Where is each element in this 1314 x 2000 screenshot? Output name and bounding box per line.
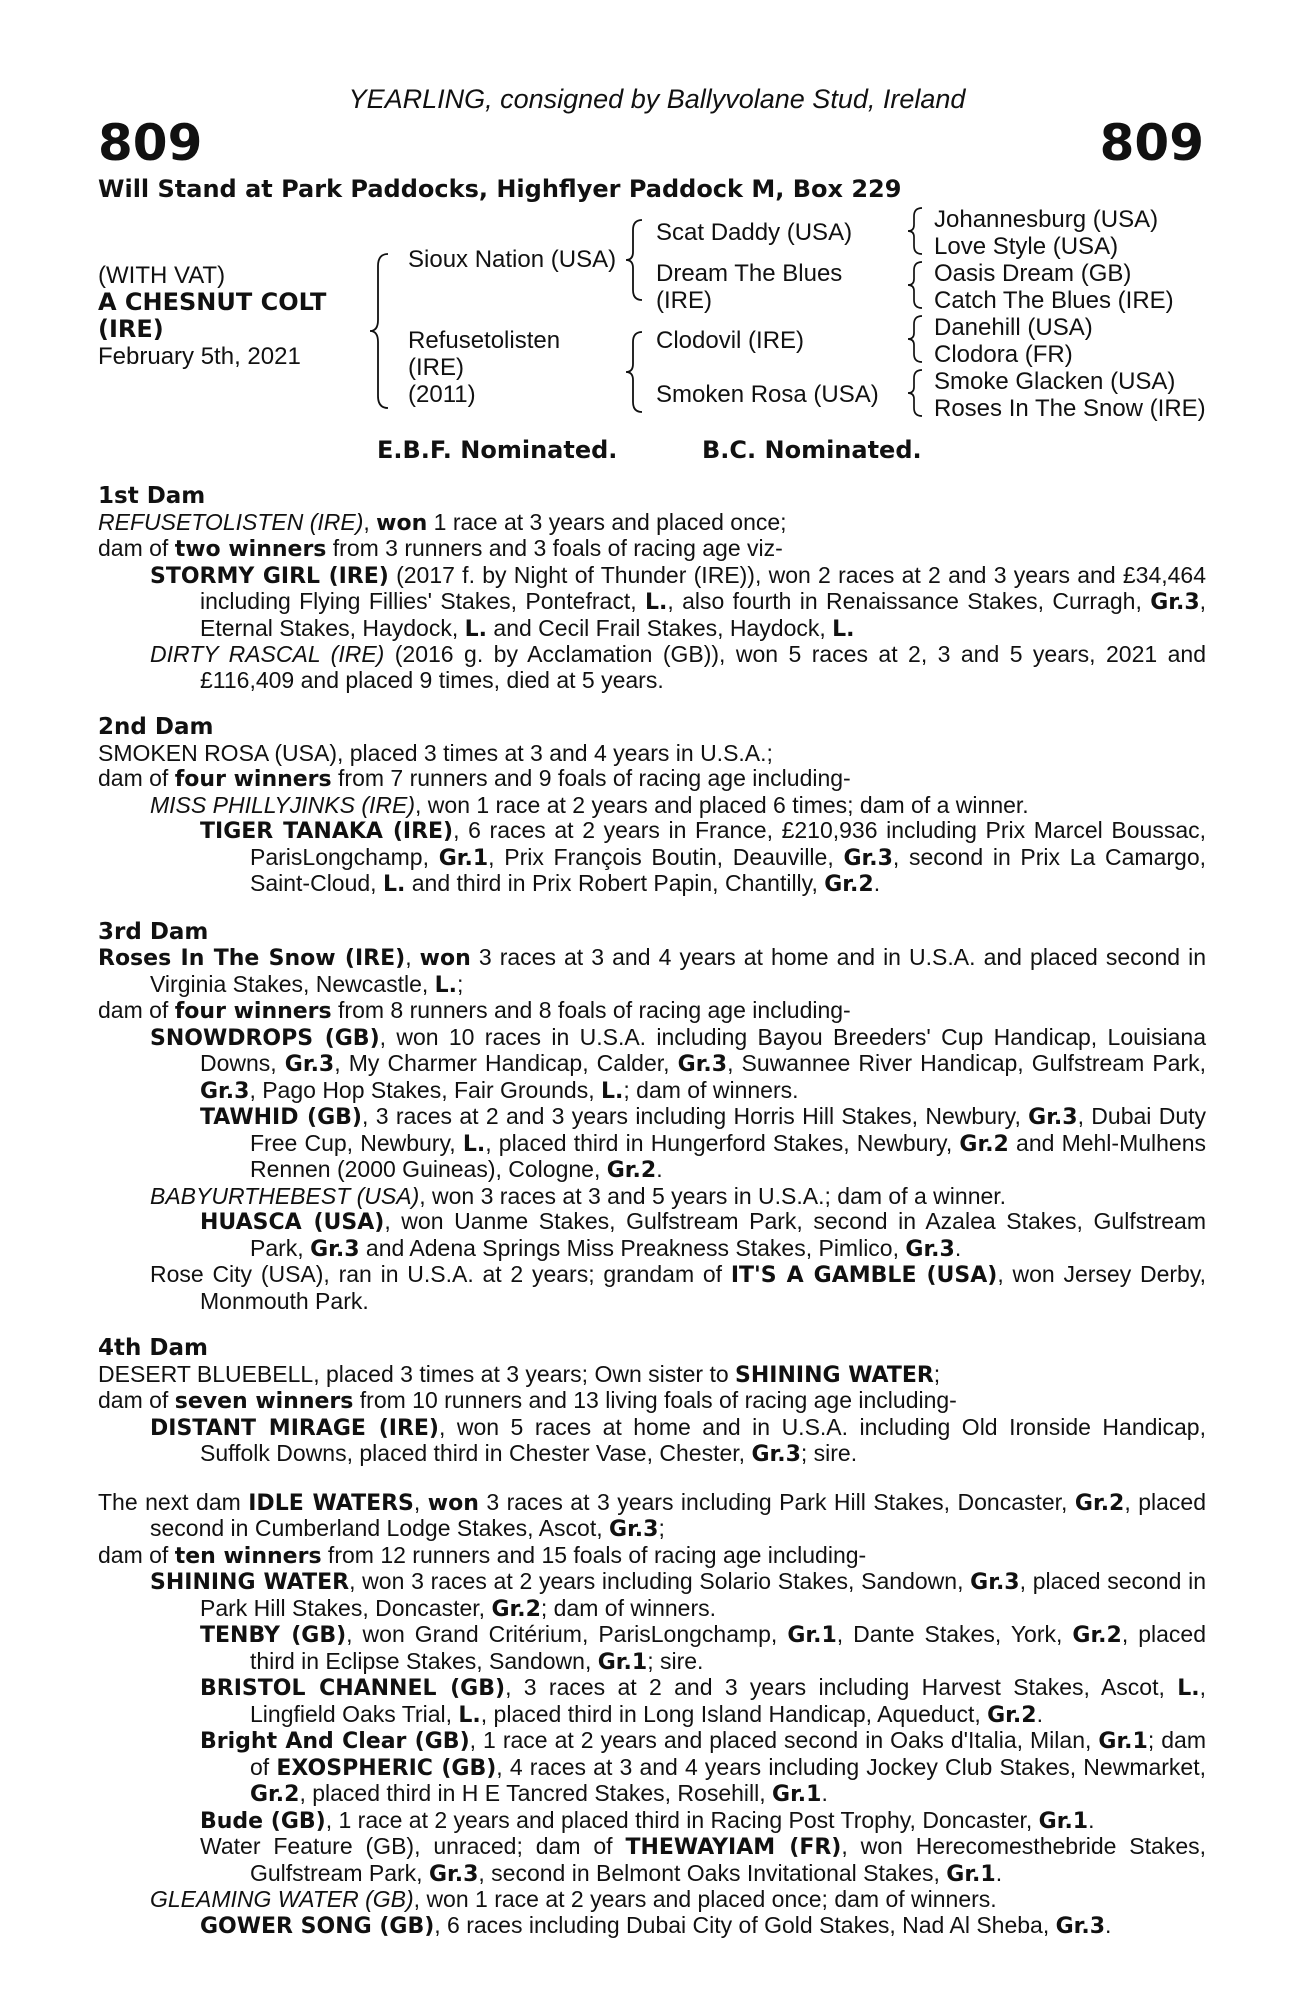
produce-entry: Bude (GB), 1 race at 2 years and placed third in Racing Post Trophy, Doncaster, Gr.1. [200, 1806, 1095, 1834]
produce-entry: SNOWDROPS (GB), won 10 races in U.S.A. including Bayou Breeders' Cup Handicap, Louisiana Downs, Gr.3, My Charmer Handicap, Calder, Gr.3, Suwannee River Handicap, Gulfstream Park, Gr.3, Pago Hop Stakes, Fair Grounds, L.; dam of winners. [150, 1023, 1207, 1104]
bc-nomination: B.C. Nominated. [702, 436, 922, 464]
dam-produce-summary: dam of two winners from 3 runners and 3 foals of racing age viz- [98, 535, 783, 562]
produce-entry: DISTANT MIRAGE (IRE), won 5 races at home and in U.S.A. including Old Ironside Handicap, Suffolk Downs, placed third in Chester Vase, Chester, Gr.3; sire. [150, 1413, 1206, 1467]
horse-name: A CHESNUT COLT [98, 288, 327, 316]
sire-dam-dam: Catch The Blues (IRE) [934, 287, 1174, 314]
consignment-line: YEARLING, consigned by Ballyvolane Stud, Ireland [348, 84, 966, 114]
lot-number-left: 809 [98, 114, 203, 172]
dam-sire-dam: Clodora (FR) [934, 341, 1073, 368]
dam-paragraph: REFUSETOLISTEN (IRE), won 1 race at 3 years and placed once; [98, 508, 787, 536]
produce-entry: BABYURTHEBEST (USA), won 3 races at 3 and 5 years in U.S.A.; dam of a winner. [150, 1182, 1007, 1209]
stand-location: Will Stand at Park Paddocks, Highflyer Paddock M, Box 229 [98, 175, 902, 203]
dam-paragraph: SMOKEN ROSA (USA), placed 3 times at 3 and 4 years in U.S.A.; [98, 739, 773, 766]
produce-entry: Bright And Clear (GB), 1 race at 2 years and placed second in Oaks d'Italia, Milan, Gr.1; dam of EXOSPHERIC (GB), 4 races at 3 and 4 years including Jockey Club Stakes, Newmarket, Gr.2, placed third in H E Tancred Stakes, Rosehill, Gr.1. [200, 1727, 1207, 1807]
produce-entry: HUASCA (USA), won Uanme Stakes, Gulfstream Park, second in Azalea Stakes, Gulfstream Park, Gr.3 and Adena Springs Miss Preakness Stakes, Pimlico, Gr.3. [200, 1208, 1206, 1262]
dam-paragraph: DESERT BLUEBELL, placed 3 times at 3 years; Own sister to SHINING WATER; [98, 1360, 941, 1388]
sire-name: Sioux Nation (USA) [408, 246, 617, 273]
section-heading: 3rd Dam [98, 918, 209, 945]
pedigree-brace-ds [906, 314, 926, 364]
lot-number-right: 809 [1099, 114, 1204, 172]
produce-entry: TENBY (GB), won Grand Critérium, ParisLongchamp, Gr.1, Dante Stakes, York, Gr.2, placed third in Eclipse Stakes, Sandown, Gr.1; sire. [200, 1621, 1206, 1675]
race-record [98, 484, 1206, 1939]
sire-sire-dam: Love Style (USA) [934, 233, 1119, 260]
produce-entry: BRISTOL CHANNEL (GB), 3 races at 2 and 3 years including Harvest Stakes, Ascot, L., Lingfield Oaks Trial, L., placed third in Long Island Handicap, Aqueduct, Gr.2. [200, 1674, 1206, 1728]
produce-entry: TIGER TANAKA (IRE), 6 races at 2 years in France, £210,936 including Prix Marcel Boussac, ParisLongchamp, Gr.1, Prix François Boutin, Deauville, Gr.3, second in Prix La Camargo, Saint-Cloud, L. and third in Prix Robert Papin, Chantilly, Gr.2. [200, 817, 1207, 897]
ebf-nomination: E.B.F. Nominated. [377, 436, 618, 464]
produce-entry: DIRTY RASCAL (IRE) (2016 g. by Acclamation (GB)), won 5 races at 2, 3 and 5 years, 2021 and £116,409 and placed 9 times, died at 5 years. [150, 641, 1206, 693]
dam-dam-sire: Smoke Glacken (USA) [934, 368, 1176, 395]
produce-entry: GLEAMING WATER (GB), won 1 race at 2 years and placed once; dam of winners. [150, 1886, 997, 1912]
dam-produce-summary: dam of four winners from 8 runners and 8 foals of racing age including- [98, 997, 851, 1024]
dam-paragraph: Roses In The Snow (IRE), won 3 races at 3 and 4 years at home and in U.S.A. and placed second in Virginia Stakes, Newcastle, L.; [98, 944, 1207, 998]
sire-dam-sire: Oasis Dream (GB) [934, 260, 1132, 287]
pedigree-brace-sd [906, 260, 926, 310]
produce-entry: STORMY GIRL (IRE) (2017 f. by Night of Thunder (IRE)), won 2 races at 2 and 3 years and £34,464 including Flying Fillies' Stakes, Pontefract, L., also fourth in Renaissance Stakes, Curragh, Gr.3, Eternal Stakes, Haydock, L. and Cecil Frail Stakes, Haydock, L. [150, 561, 1207, 642]
produce-entry: MISS PHILLYJINKS (IRE), won 1 race at 2 years and placed 6 times; dam of a winner. [150, 791, 1029, 818]
pedigree-brace-dd [906, 368, 926, 418]
dam-country: (IRE) [408, 354, 464, 381]
dam-dam: Smoken Rosa (USA) [656, 381, 879, 408]
produce-entry: GOWER SONG (GB), 6 races including Dubai City of Gold Stakes, Nad Al Sheba, Gr.3. [200, 1911, 1112, 1939]
produce-entry: Water Feature (GB), unraced; dam of THEWAYIAM (FR), won Herecomesthebride Stakes, Gulfstream Park, Gr.3, second in Belmont Oaks Invitational Stakes, Gr.1. [200, 1833, 1207, 1887]
sire-dam: Dream The Blues [656, 260, 843, 287]
dam-produce-summary: dam of four winners from 7 runners and 9 foals of racing age including- [98, 765, 851, 792]
dam-sire: Clodovil (IRE) [656, 327, 805, 354]
produce-entry: SHINING WATER, won 3 races at 2 years including Solario Stakes, Sandown, Gr.3, placed second in Park Hill Stakes, Doncaster, Gr.2; dam of winners. [150, 1568, 1206, 1622]
pedigree-brace-sire [624, 218, 646, 302]
dam-produce-summary: dam of seven winners from 10 runners and 13 living foals of racing age including- [98, 1387, 957, 1414]
pedigree-brace-main [368, 252, 392, 410]
horse-name-country: (IRE) [98, 315, 164, 343]
dam-year: (2011) [408, 381, 476, 408]
section-heading: 4th Dam [98, 1335, 208, 1361]
dam-dam-dam: Roses In The Snow (IRE) [934, 395, 1206, 422]
section-heading: 1st Dam [98, 483, 206, 509]
dam-sire-sire: Danehill (USA) [934, 314, 1093, 341]
sire-sire: Scat Daddy (USA) [656, 219, 853, 246]
sire-dam-country: (IRE) [656, 287, 712, 314]
dam-produce-summary: dam of ten winners from 12 runners and 15 foals of racing age including- [98, 1541, 867, 1569]
pedigree-brace-dam [624, 330, 646, 414]
next-dam-paragraph: The next dam IDLE WATERS, won 3 races at 3 years including Park Hill Stakes, Doncaster, Gr.2, placed second in Cumberland Lodge Stakes, Ascot, Gr.3; [98, 1488, 1206, 1542]
foaling-date: February 5th, 2021 [98, 343, 301, 370]
section-heading: 2nd Dam [98, 714, 214, 740]
produce-entry: Rose City (USA), ran in U.S.A. at 2 years; grandam of IT'S A GAMBLE (USA), won Jersey Derby, Monmouth Park. [150, 1261, 1206, 1314]
pedigree-brace-ss [906, 206, 926, 256]
sire-sire-sire: Johannesburg (USA) [934, 206, 1159, 233]
vat-note: (WITH VAT) [98, 262, 226, 289]
dam-name: Refusetolisten [408, 327, 561, 354]
produce-entry: TAWHID (GB), 3 races at 2 and 3 years including Horris Hill Stakes, Newbury, Gr.3, Dubai Duty Free Cup, Newbury, L., placed third in Hungerford Stakes, Newbury, Gr.2 and Mehl-Mulhens Rennen (2000 Guineas), Cologne, Gr.2. [200, 1103, 1207, 1183]
